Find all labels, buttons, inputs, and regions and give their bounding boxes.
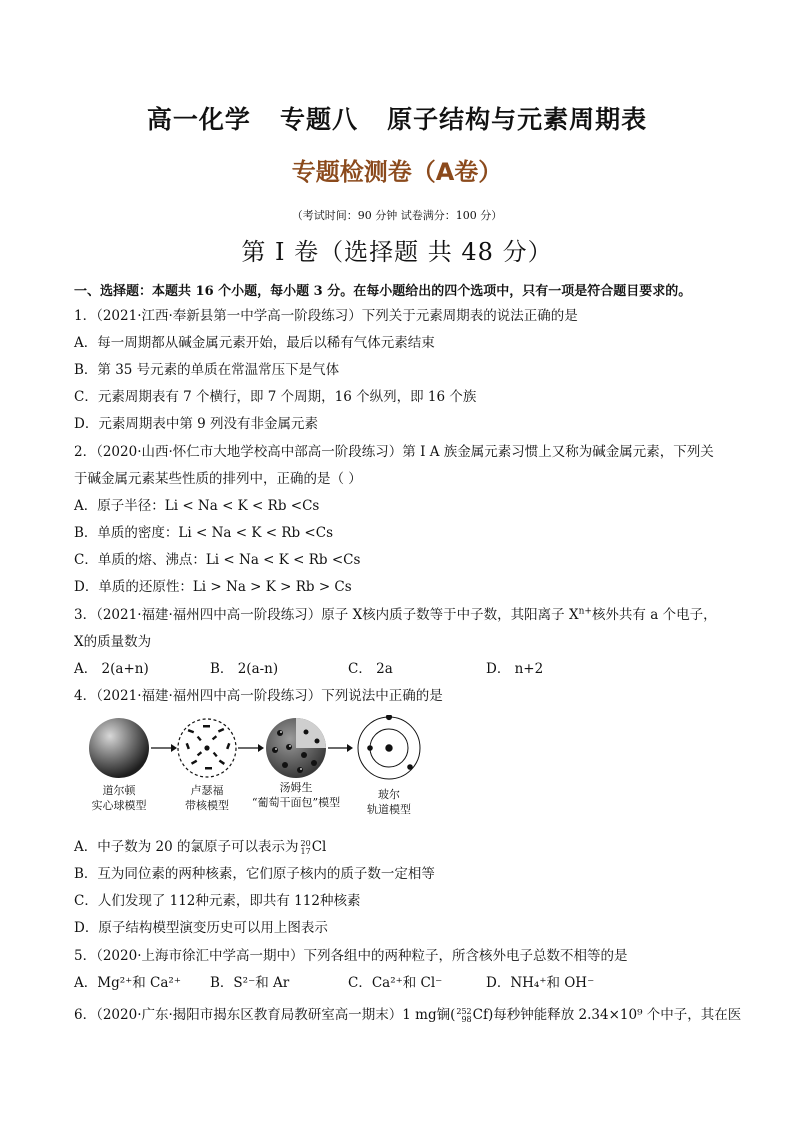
cf-atomic-number: 98: [461, 1014, 472, 1024]
q4-option-a-text: A．中子数为 20 的氯原子可以表示为: [74, 839, 299, 855]
q5-option-c: C．Ca²⁺和 Cl⁻: [348, 975, 443, 991]
dalton-caption-2: 实心球模型: [91, 799, 147, 812]
q5-option-b: B．S²⁻和 Ar: [210, 975, 290, 991]
q3-charge: n+: [578, 606, 592, 617]
bohr-caption-2: 轨道模型: [367, 803, 411, 815]
cl-mass-number: 20: [300, 838, 311, 848]
cf-mass-number: 252: [456, 1006, 472, 1016]
part-title: 第 I 卷（选择题 共 48 分）: [241, 238, 553, 266]
q6-stem-pre: 6．（2020·广东·揭阳市揭东区教育局教研室高一期末）1 mg锎(: [74, 1007, 456, 1023]
q3-options: [74, 657, 734, 677]
q1-option-a: A．每一周期都从碱金属元素开始，最后以稀有气体元素结束: [74, 335, 435, 351]
q3-option-d: D． n+2: [486, 661, 544, 677]
cf-symbol: Cf: [472, 1007, 488, 1023]
q2-stem-line2: 于碱金属元素某些性质的排列中，正确的是（ ）: [74, 471, 362, 487]
q4-stem: 4．（2021·福建·福州四中高一阶段练习）下列说法中正确的是: [74, 688, 443, 704]
q4-option-c: C．人们发现了 112种元素，即共有 112种核素: [74, 893, 361, 909]
section-instructions: 一、选择题：本题共 16 个小题，每小题 3 分。在每小题给出的四个选项中，只有一项是符合题目要求的。: [74, 284, 692, 299]
q6-stem: [74, 1003, 742, 1024]
dalton-sphere: [89, 718, 149, 778]
q1-option-b: B．第 35 号元素的单质在常温常压下是气体: [74, 362, 340, 378]
arrow-3: [328, 744, 353, 752]
nuclide-notation: [301, 840, 311, 856]
cl-atomic-number: 17: [300, 846, 311, 856]
q3-stem-post: 核外共有 a 个电子，: [591, 607, 717, 623]
q5-option-d: D．NH₄⁺和 OH⁻: [486, 975, 595, 991]
thomson-caption-1: 汤姆生: [279, 781, 313, 794]
bohr-caption-1: 玻尔: [378, 788, 400, 801]
q3-stem-line1: [74, 603, 734, 623]
q5-options: [74, 971, 734, 991]
q4-option-a: [74, 835, 734, 856]
arrow-2: [238, 744, 264, 752]
arrow-1: [151, 744, 177, 752]
q4-option-b: B．互为同位素的两种核素，它们原子核内的质子数一定相等: [74, 866, 435, 882]
thomson-caption-2: “葡萄干面包”模型: [251, 796, 341, 809]
atomic-model-figure: [85, 715, 435, 815]
rutherford-caption-1: 卢瑟福: [190, 784, 224, 797]
rutherford-model: [178, 719, 236, 777]
q2-option-a: A．原子半径：Li < Na < K < Rb <Cs: [74, 498, 320, 514]
q1-option-d: D．元素周期表中第 9 列没有非金属元素: [74, 416, 318, 432]
document-title: 高一化学 专题八 原子结构与元素周期表: [146, 105, 648, 134]
q1-option-c: C．元素周期表有 7 个横行，即 7 个周期，16 个纵列，即 16 个族: [74, 389, 477, 405]
q3-stem-line2: X的质量数为: [74, 634, 152, 650]
document-subtitle: 专题检测卷（A卷）: [291, 158, 503, 186]
exam-info: （考试时间：90 分钟 试卷满分：100 分）: [291, 209, 503, 222]
q2-option-b: B．单质的密度：Li < Na < K < Rb <Cs: [74, 525, 333, 541]
q5-stem: 5．（2020·上海市徐汇中学高一期中）下列各组中的两种粒子，所含核外电子总数不相等的是: [74, 948, 628, 964]
cl-symbol: Cl: [311, 839, 327, 855]
dalton-caption-1: 道尔顿: [102, 784, 136, 797]
q3-stem-pre: 3．（2021·福建·福州四中高一阶段练习）原子 X核内质子数等于中子数，其阳离子 X: [74, 607, 579, 623]
q2-option-d: D．单质的还原性：Li > Na > K > Rb > Cs: [74, 579, 352, 595]
bohr-model: [358, 715, 420, 779]
thomson-model: [266, 718, 326, 778]
q5-option-a: A．Mg²⁺和 Ca²⁺: [74, 975, 181, 991]
q3-option-a: A． 2(a+n): [74, 661, 149, 677]
q3-option-c: C． 2a: [348, 661, 393, 677]
q6-stem-post: )每秒钟能释放 2.34×10⁹ 个中子，其在医: [487, 1007, 742, 1023]
q2-stem-line1: 2．（2020·山西·怀仁市大地学校高中部高一阶段练习）第 I A 族金属元素习惯上又称为碱金属元素，下列关: [74, 444, 714, 460]
q4-option-d: D．原子结构模型演变历史可以用上图表示: [74, 920, 328, 936]
rutherford-caption-2: 带核模型: [185, 799, 229, 812]
q1-stem: 1．（2021·江西·奉新县第一中学高一阶段练习）下列关于元素周期表的说法正确的是: [74, 308, 578, 324]
cf-nuclide-notation: [456, 1008, 471, 1024]
q3-option-b: B． 2(a-n): [210, 661, 279, 677]
q2-option-c: C．单质的熔、沸点：Li < Na < K < Rb <Cs: [74, 552, 361, 568]
atomic-model-diagram: [85, 715, 435, 815]
